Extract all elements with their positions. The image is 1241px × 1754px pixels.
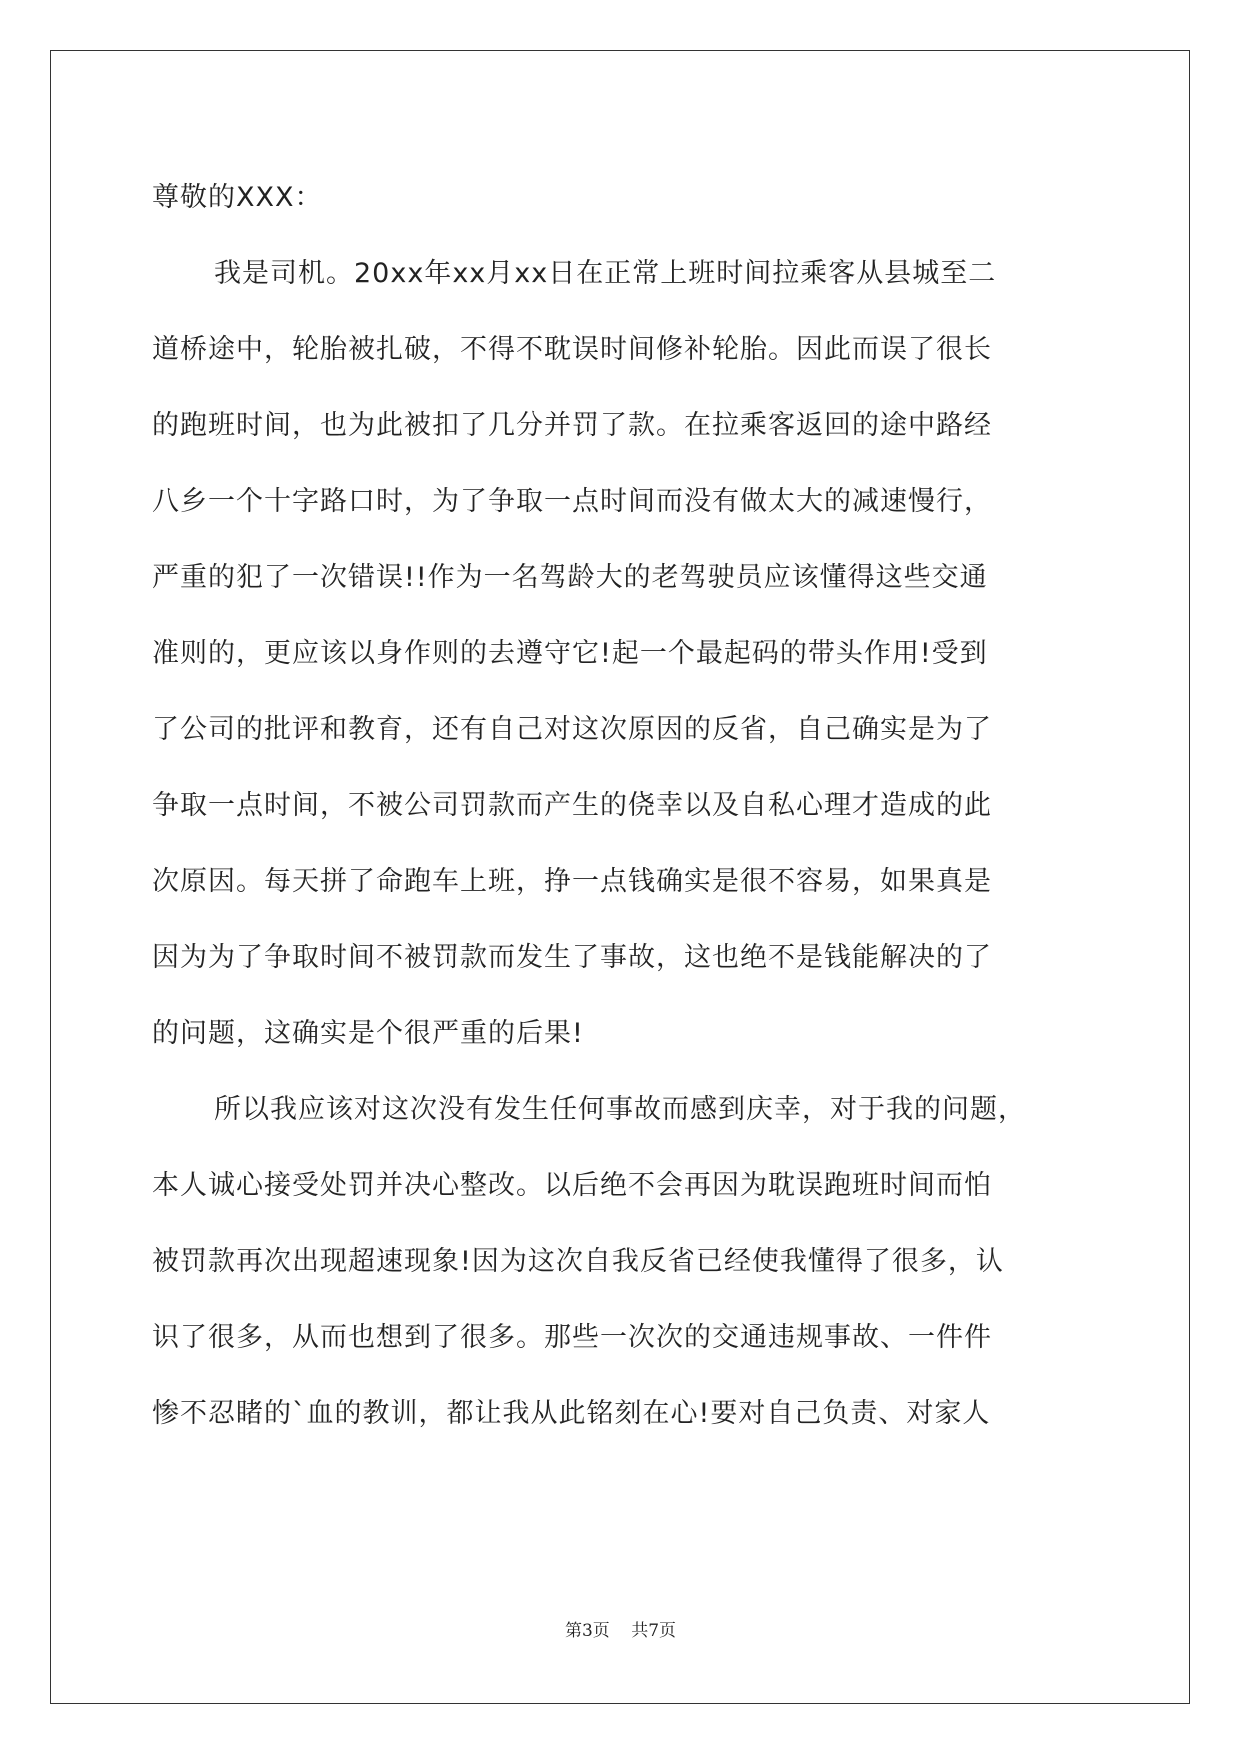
paragraph-line: 了公司的批评和教育，还有自己对这次原因的反省，自己确实是为了: [152, 714, 992, 745]
paragraph-line: 争取一点时间，不被公司罚款而产生的侥幸以及自私心理才造成的此: [152, 790, 992, 821]
current-page-number: 第3页: [564, 1621, 610, 1641]
paragraph-line: 识了很多，从而也想到了很多。那些一次次的交通违规事故、一件件: [152, 1322, 992, 1353]
paragraph-line: 被罚款再次出现超速现象!因为这次自我反省已经使我懂得了很多，认: [152, 1246, 1004, 1277]
paragraph-line: 我是司机。20xx年xx月xx日在正常上班时间拉乘客从县城至二: [214, 258, 997, 289]
paragraph-line: 的问题，这确实是个很严重的后果!: [152, 1018, 584, 1049]
paragraph-line: 因为为了争取时间不被罚款而发生了事故，这也绝不是钱能解决的了: [152, 942, 992, 973]
paragraph-line: 惨不忍睹的`血的教训，都让我从此铭刻在心!要对自己负责、对家人: [152, 1398, 991, 1429]
paragraph-line: 本人诚心接受处罚并决心整改。以后绝不会再因为耽误跑班时间而怕: [152, 1170, 992, 1201]
salutation: 尊敬的XXX：: [152, 182, 323, 213]
paragraph-line: 严重的犯了一次错误!!作为一名驾龄大的老驾驶员应该懂得这些交通: [152, 562, 988, 593]
paragraph-line: 的跑班时间，也为此被扣了几分并罚了款。在拉乘客返回的途中路经: [152, 410, 992, 441]
paragraph-line: 所以我应该对这次没有发生任何事故而感到庆幸，对于我的问题，: [214, 1094, 1026, 1125]
page-footer: [0, 1616, 1241, 1641]
letter-body: [152, 160, 1092, 1452]
total-pages: 共7页: [631, 1621, 677, 1641]
paragraph-line: 次原因。每天拼了命跑车上班，挣一点钱确实是很不容易，如果真是: [152, 866, 992, 897]
paragraph-line: 八乡一个十字路口时，为了争取一点时间而没有做太大的减速慢行，: [152, 486, 992, 517]
paragraph-line: 准则的，更应该以身作则的去遵守它!起一个最起码的带头作用!受到: [152, 638, 988, 669]
paragraph-1: [152, 236, 1092, 1072]
paragraph-2: [152, 1072, 1092, 1452]
paragraph-line: 道桥途中，轮胎被扎破，不得不耽误时间修补轮胎。因此而误了很长: [152, 334, 992, 365]
